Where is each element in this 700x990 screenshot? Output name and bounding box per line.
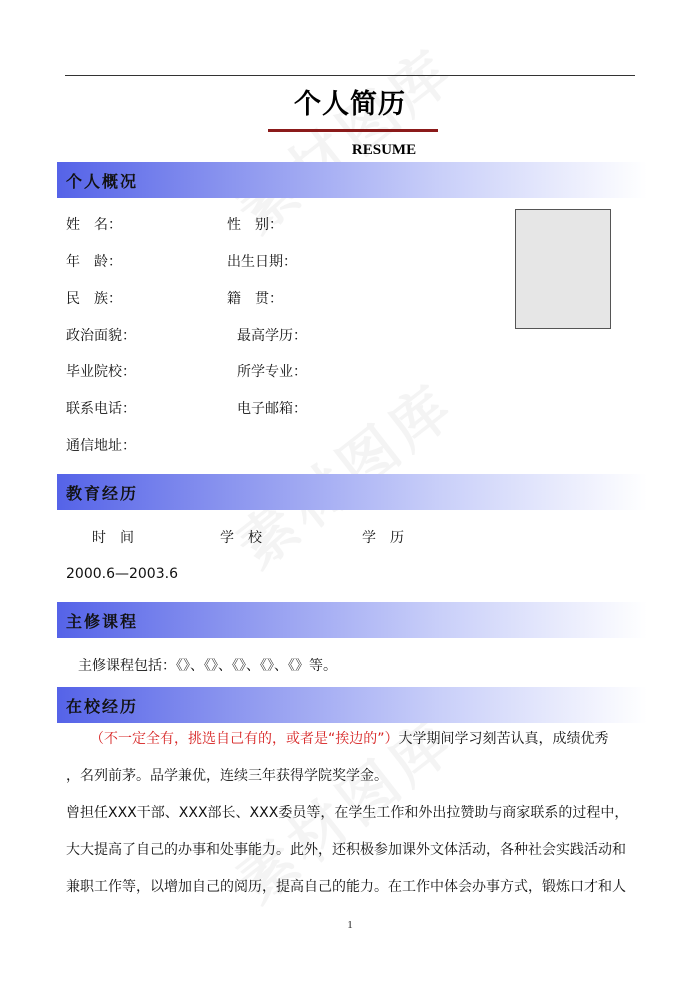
major-label: 所学专业： [237,364,307,380]
ethnicity-label: 民 族： [66,291,122,307]
top-rule [65,75,635,76]
section-title-profile: 个人概况 [66,172,139,191]
education-col-time: 时 间 [92,530,134,546]
page-number: 1 [347,919,353,931]
photo-placeholder[interactable] [515,209,611,329]
age-label: 年 龄： [66,254,122,270]
section-title-courses: 主修课程 [66,612,139,631]
watermark-2 [216,360,469,584]
phone-label: 联系电话： [66,401,136,417]
campus-line-1-text: 大学期间学习刻苦认真，成绩优秀 [398,731,609,747]
email-label: 电子邮箱： [237,401,307,417]
courses-text: 主修课程包括：《》、《》、《》、《》、《》等。 [78,658,337,674]
degree-label: 最高学历： [237,328,307,344]
birth-label: 出生日期： [227,254,297,270]
campus-line-2: ，名列前茅。品学兼优，连续三年获得学院奖学金。 [66,768,388,784]
gender-label: 性 别： [227,217,283,233]
campus-line-4: 大大提高了自己的办事和处事能力。此外，还积极参加课外文体活动，各种社会实践活动和 [66,842,626,858]
page-subtitle: RESUME [351,142,417,158]
education-col-degree: 学 历 [362,530,404,546]
section-bar-profile [57,162,647,198]
campus-line-3: 曾担任XXX干部、XXX部长、XXX委员等，在学生工作和外出拉赞助与商家联系的过程中， [66,805,629,821]
section-bar-education [57,474,647,510]
title-underline [268,129,438,132]
section-title-education: 教育经历 [66,484,139,503]
origin-label: 籍 贯： [227,291,283,307]
section-bar-campus [57,687,647,723]
education-row-time: 2000.6—2003.6 [66,566,178,582]
campus-note: （不一定全有，挑选自己有的，或者是“挨边的”） [90,731,399,747]
political-label: 政治面貌： [66,328,136,344]
education-col-school: 学 校 [220,530,262,546]
section-title-campus: 在校经历 [66,697,139,716]
page-title: 个人简历 [294,89,406,120]
school-label: 毕业院校： [66,364,136,380]
campus-line-1 [90,728,609,748]
campus-line-5: 兼职工作等，以增加自己的阅历，提高自己的能力。在工作中体会办事方式，锻炼口才和人 [66,879,626,895]
address-label: 通信地址： [66,438,136,454]
name-label: 姓 名： [66,217,122,233]
section-bar-courses [57,602,647,638]
